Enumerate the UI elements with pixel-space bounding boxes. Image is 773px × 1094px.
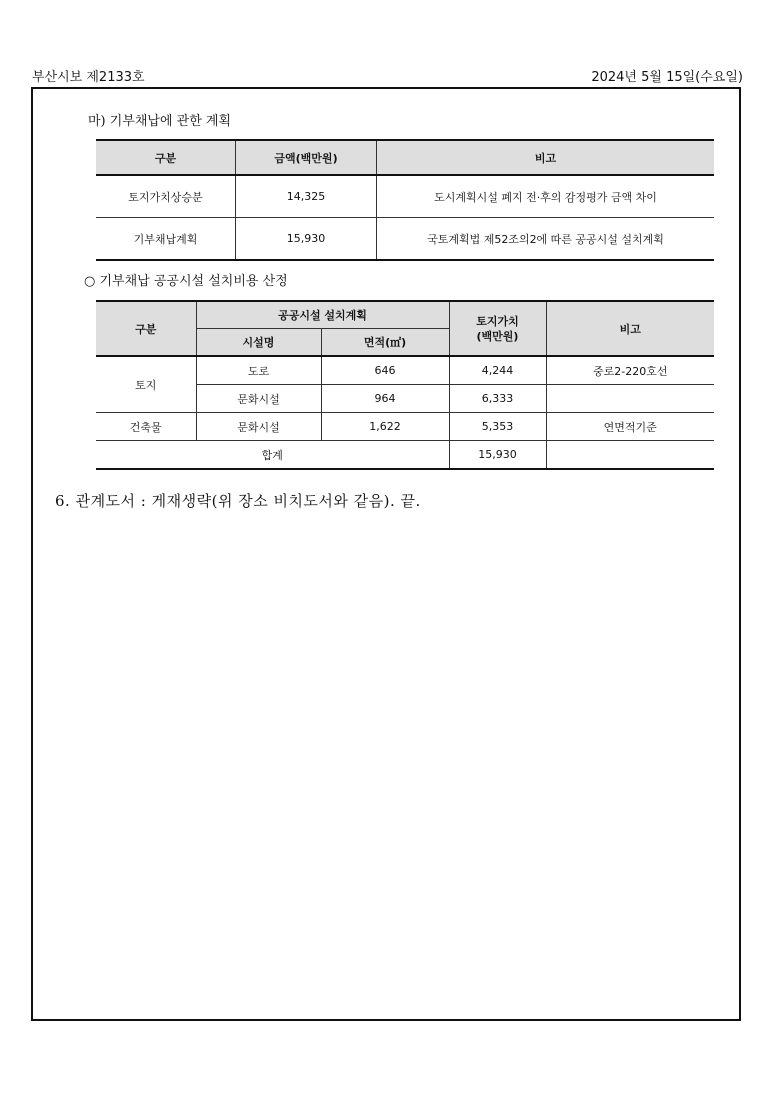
header-amount: 금액(백만원) bbox=[236, 140, 377, 175]
total-note bbox=[546, 441, 714, 470]
cell-value: 5,353 bbox=[449, 413, 546, 441]
table-row bbox=[96, 218, 714, 261]
total-label: 합계 bbox=[96, 441, 449, 470]
table-row bbox=[96, 175, 714, 218]
section-title-cost-calculation: ○ 기부채납 공공시설 설치비용 산정 bbox=[84, 274, 288, 289]
cell-area: 964 bbox=[321, 385, 449, 413]
cell-note: 연면적기준 bbox=[546, 413, 714, 441]
header-note: 비고 bbox=[377, 140, 715, 175]
cell-amount: 15,930 bbox=[236, 218, 377, 261]
total-value: 15,930 bbox=[449, 441, 546, 470]
cell-facility: 문화시설 bbox=[196, 385, 321, 413]
header-category: 구분 bbox=[96, 301, 196, 356]
header-plan-group: 공공시설 설치계획 bbox=[196, 301, 449, 329]
cell-category: 토지 bbox=[96, 356, 196, 413]
cell-amount: 14,325 bbox=[236, 175, 377, 218]
cell-facility: 문화시설 bbox=[196, 413, 321, 441]
facility-cost-table bbox=[96, 300, 714, 470]
table-total-row bbox=[96, 441, 714, 470]
closing-statement: 6. 관계도서 : 게재생략(위 장소 비치도서와 같음). 끝. bbox=[55, 492, 421, 510]
header-area: 면적(㎡) bbox=[321, 329, 449, 357]
header-note: 비고 bbox=[546, 301, 714, 356]
header-land-value: 토지가치 (백만원) bbox=[449, 301, 546, 356]
table-header-row bbox=[96, 301, 714, 329]
table-header-row bbox=[96, 140, 714, 175]
header-category: 구분 bbox=[96, 140, 236, 175]
donation-plan-table bbox=[96, 139, 714, 261]
cell-category: 기부채납계획 bbox=[96, 218, 236, 261]
section-title-donation-plan: 마) 기부채납에 관한 계획 bbox=[88, 114, 232, 129]
cell-note: 국토계획법 제52조의2에 따른 공공시설 설치계획 bbox=[377, 218, 715, 261]
cell-note: 도시계획시설 폐지 전·후의 감정평가 금액 차이 bbox=[377, 175, 715, 218]
cell-value: 4,244 bbox=[449, 356, 546, 385]
cell-area: 646 bbox=[321, 356, 449, 385]
table-row bbox=[96, 413, 714, 441]
cell-note bbox=[546, 385, 714, 413]
cell-area: 1,622 bbox=[321, 413, 449, 441]
cell-category: 토지가치상승분 bbox=[96, 175, 236, 218]
header-facility: 시설명 bbox=[196, 329, 321, 357]
table-row bbox=[96, 356, 714, 385]
cell-note: 중로2-220호선 bbox=[546, 356, 714, 385]
bulletin-date: 2024년 5월 15일(수요일) bbox=[591, 70, 743, 85]
bulletin-issue-number: 부산시보 제2133호 bbox=[32, 70, 145, 85]
cell-value: 6,333 bbox=[449, 385, 546, 413]
cell-category: 건축물 bbox=[96, 413, 196, 441]
cell-facility: 도로 bbox=[196, 356, 321, 385]
